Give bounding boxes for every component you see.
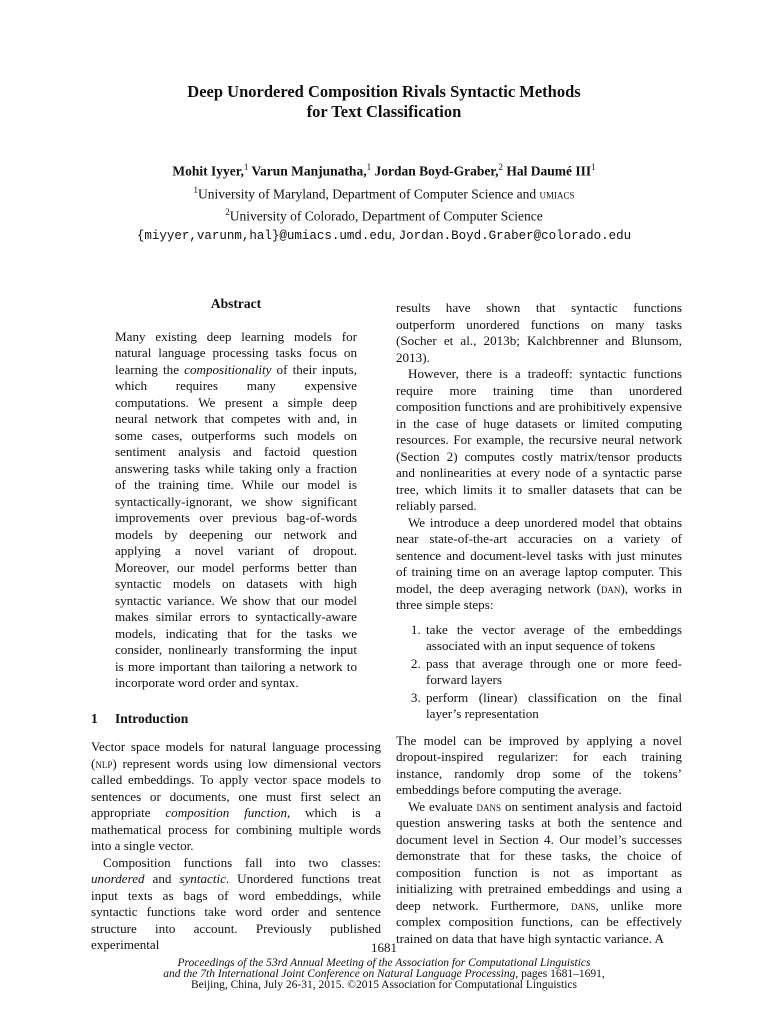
list-item: 3. perform (linear) classification on the final layer’s representation	[424, 690, 682, 723]
author-name: Varun Manjunatha,	[251, 163, 367, 179]
steps-list	[396, 622, 682, 723]
section-heading-introduction: 1 Introduction	[91, 710, 189, 726]
author-names: Mohit Iyyer,$^1$ Varun Manjunatha,$^1$ Jordan Boyd-Graber,$^2$ Hal Daumé III$^1$	[172, 162, 596, 179]
author-name: Jordan Boyd-Graber,	[374, 163, 499, 179]
left-column	[91, 296, 381, 954]
intro-paragraph: Composition functions fall into two classes: unordered and syntactic. Unordered functions treat input texts as bags of word embeddings, while syntactic functions take word order and sentence structure into account. Previously published experimental	[91, 854, 381, 952]
email-link[interactable]: {miyyer,varunm,hal}@umiacs.umd.edu	[136, 228, 392, 243]
right-column	[396, 300, 682, 947]
body-paragraph: We introduce a deep unordered model that obtains near state-of-the-art accuracies on a variety of sentence and document-level tasks with just minutes of training time on an average laptop computer. This model, the deep averaging network (dan), works in three simple steps:	[396, 514, 682, 612]
body-paragraph: results have shown that syntactic functions outperform unordered functions on many tasks (Socher et al., 2013b; Kalchbrenner and Blunsom, 2013).	[396, 300, 682, 365]
intro-paragraph: Vector space models for natural language processing (nlp) represent words using low dimensional vectors called embeddings. To apply vector space models to sentences or documents, one must first select an appropriate composition function, which is a mathematical process for combining multiple words into a single vector.	[91, 739, 381, 853]
page-number: 1681	[371, 940, 397, 955]
body-paragraph: We evaluate dans on sentiment analysis and factoid question answering tasks at both the sentence and document level in Section 4. Our model’s successes demonstrate that for these tasks, the choice of composition function is not as important as initializing with pretrained embeddings and using a deep network. Furthermore, dans, unlike more complex composition functions, can be effectively trained on data that have high syntactic variance. A	[396, 798, 682, 946]
abstract-heading: Abstract	[210, 296, 262, 311]
page-footer	[0, 942, 768, 991]
list-item: 2. pass that average through one or more feed-forward layers	[424, 656, 682, 689]
body-paragraph: The model can be improved by applying a novel dropout-inspired regularizer: for each training instance, randomly drop some of the tokens’ embeddings before computing the average.	[396, 732, 682, 797]
affiliation-2: $^2$University of Colorado, Department of Computer Science	[225, 207, 543, 224]
abstract-body: Many existing deep learning models for natural language processing tasks focus on learning the compositionality of their inputs, which requires many expensive computations. We present a simple deep neural network that competes with and, in some cases, outperforms such models on sentiment analysis and factoid question answering tasks while taking only a fraction of the training time. While our model is syntactically-ignorant, we show significant improvements over previous bag-of-words models by deepening our network and applying a novel variant of dropout. Moreover, our model performs better than syntactic models on datasets with high syntactic variance. We show that our model makes similar errors to syntactically-aware models, indicating that for the tasks we consider, nonlinearly transforming the input is more important than tailoring a network to incorporate word order and syntax.	[115, 328, 357, 690]
author-emails: {miyyer,varunm,hal}@umiacs.umd.edu, Jordan.Boyd.Graber@colorado.edu	[136, 226, 632, 243]
author-name: Mohit Iyyer,	[172, 163, 244, 179]
list-item: 1. take the vector average of the embeddings associated with an input sequence of tokens	[424, 622, 682, 655]
author-block	[0, 158, 768, 245]
proceedings-line-1: Proceedings of the 53rd Annual Meeting of the Association for Computational Linguistics	[177, 957, 591, 969]
proceedings-line-3: Beijing, China, July 26-31, 2015. ©2015 Association for Computational Linguistics	[191, 979, 577, 991]
paper-title	[0, 82, 768, 122]
author-name: Hal Daumé III	[506, 163, 592, 179]
title-line-2: for Text Classification	[306, 102, 462, 121]
title-line-1: Deep Unordered Composition Rivals Syntactic Methods	[187, 82, 581, 101]
proceedings-line-2: and the 7th International Joint Conference on Natural Language Processing, pages 1681–1691,	[163, 968, 605, 980]
body-paragraph: However, there is a tradeoff: syntactic functions require more training time than unordered composition functions and are prohibitively expensive in the case of huge datasets or limited computing resources. For example, the recursive neural network (Section 2) computes costly matrix/tensor products and nonlinearities at every node of a syntactic parse tree, which limits it to smaller datasets that can be reliably parsed.	[396, 366, 682, 513]
email-link[interactable]: Jordan.Boyd.Graber@colorado.edu	[398, 228, 632, 243]
affiliation-1: $^1$University of Maryland, Department of Computer Science and umiacs	[193, 184, 575, 201]
